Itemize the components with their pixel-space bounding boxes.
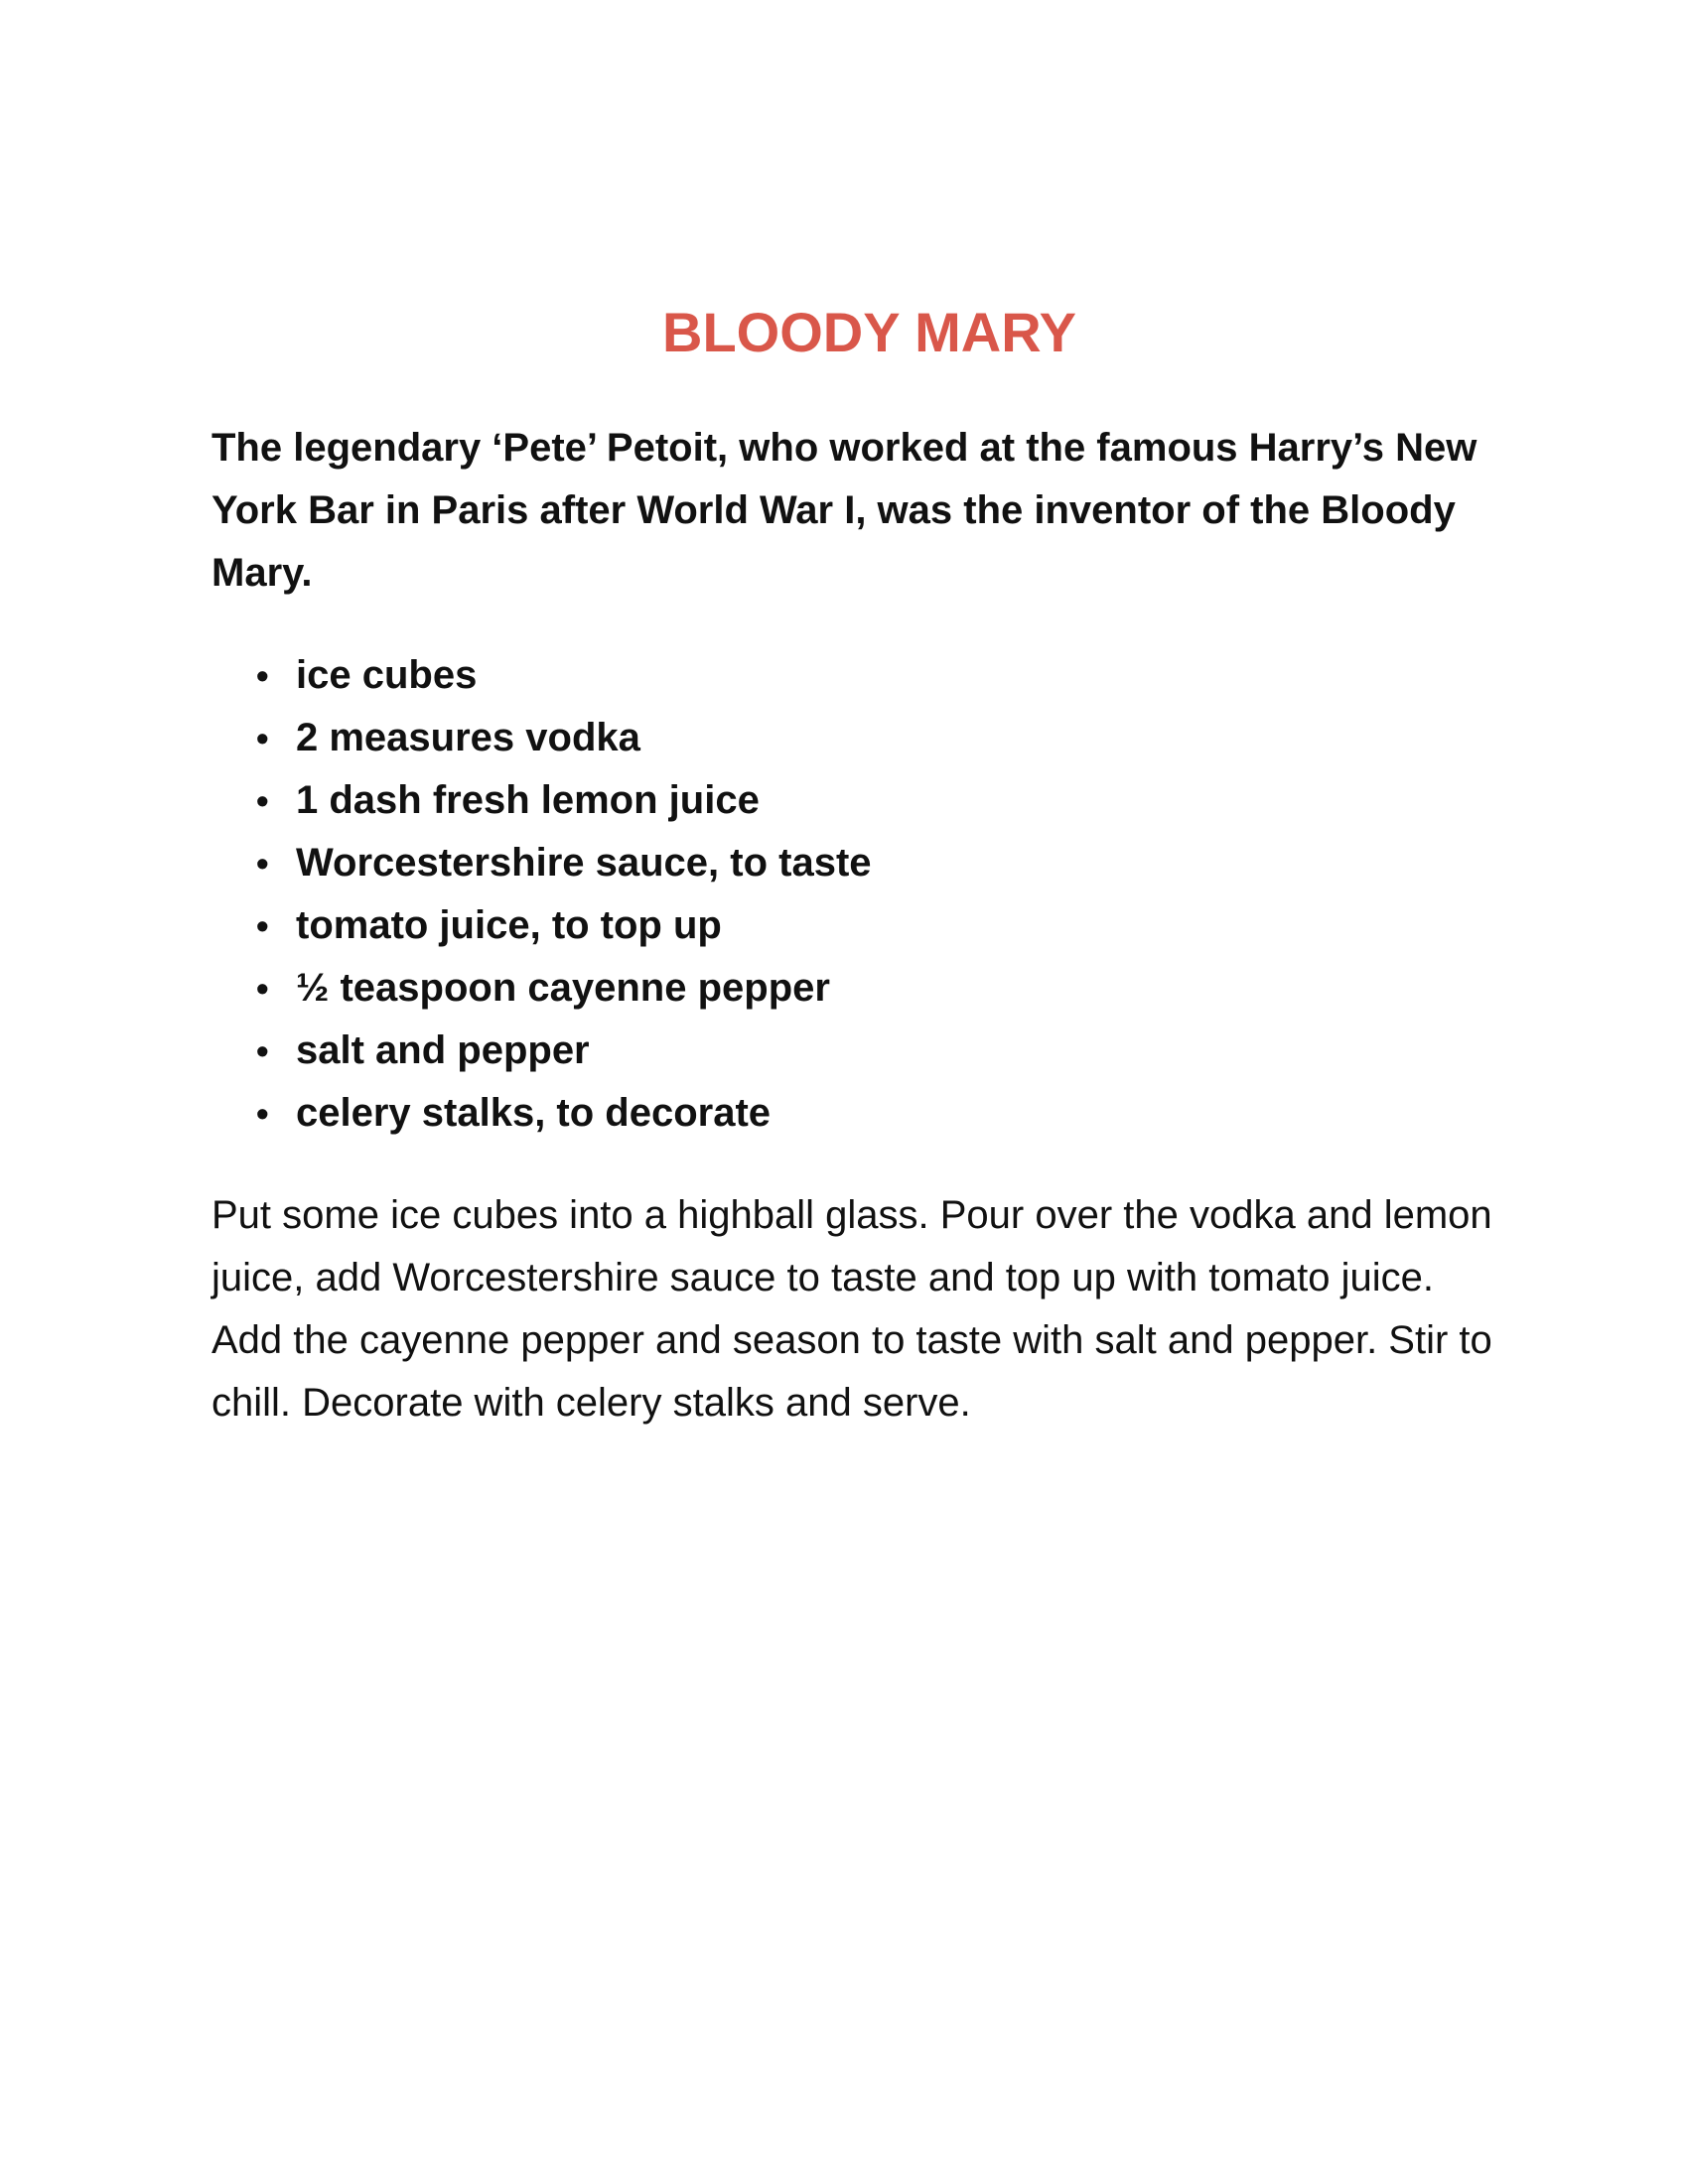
ingredient-item (256, 957, 1492, 1020)
ingredient-item (256, 832, 1492, 894)
ingredient-text: Worcestershire sauce, to taste (296, 841, 872, 885)
ingredient-text: ½ teaspoon cayenne pepper (296, 966, 830, 1010)
ingredient-item (256, 894, 1492, 957)
ingredient-item (256, 707, 1492, 769)
recipe-page (211, 298, 1492, 1434)
ingredient-item (256, 1082, 1492, 1145)
bullet-icon: • (256, 905, 269, 946)
ingredient-text: tomato juice, to top up (296, 903, 722, 947)
ingredient-text: 1 dash fresh lemon juice (296, 778, 760, 822)
ingredient-text: ice cubes (296, 653, 478, 697)
bullet-icon: • (256, 1093, 269, 1134)
ingredient-item (256, 644, 1492, 707)
recipe-method: Put some ice cubes into a highball glass. Pour over the vodka and lemon juice, add Worcestershire sauce to taste and top up with tomato juice. Add the cayenne pepper and season to taste with salt and pepper. Stir to chill. Decorate with celery stalks and serve. (211, 1193, 1492, 1425)
bullet-icon: • (256, 843, 269, 884)
ingredients-list (211, 644, 1492, 1145)
ingredient-text: salt and pepper (296, 1028, 590, 1072)
bullet-icon: • (256, 718, 269, 758)
ingredient-text: celery stalks, to decorate (296, 1091, 772, 1135)
recipe-title: BLOODY MARY (662, 301, 1076, 363)
bullet-icon: • (256, 780, 269, 821)
recipe-intro: The legendary ‘Pete’ Petoit, who worked at the famous Harry’s New York Bar in Paris after World War I, was the inventor of the Bloody Mary. (211, 426, 1477, 595)
ingredient-item (256, 769, 1492, 832)
ingredient-text: 2 measures vodka (296, 716, 640, 759)
bullet-icon: • (256, 655, 269, 696)
bullet-icon: • (256, 968, 269, 1009)
bullet-icon: • (256, 1030, 269, 1071)
ingredient-item (256, 1020, 1492, 1082)
